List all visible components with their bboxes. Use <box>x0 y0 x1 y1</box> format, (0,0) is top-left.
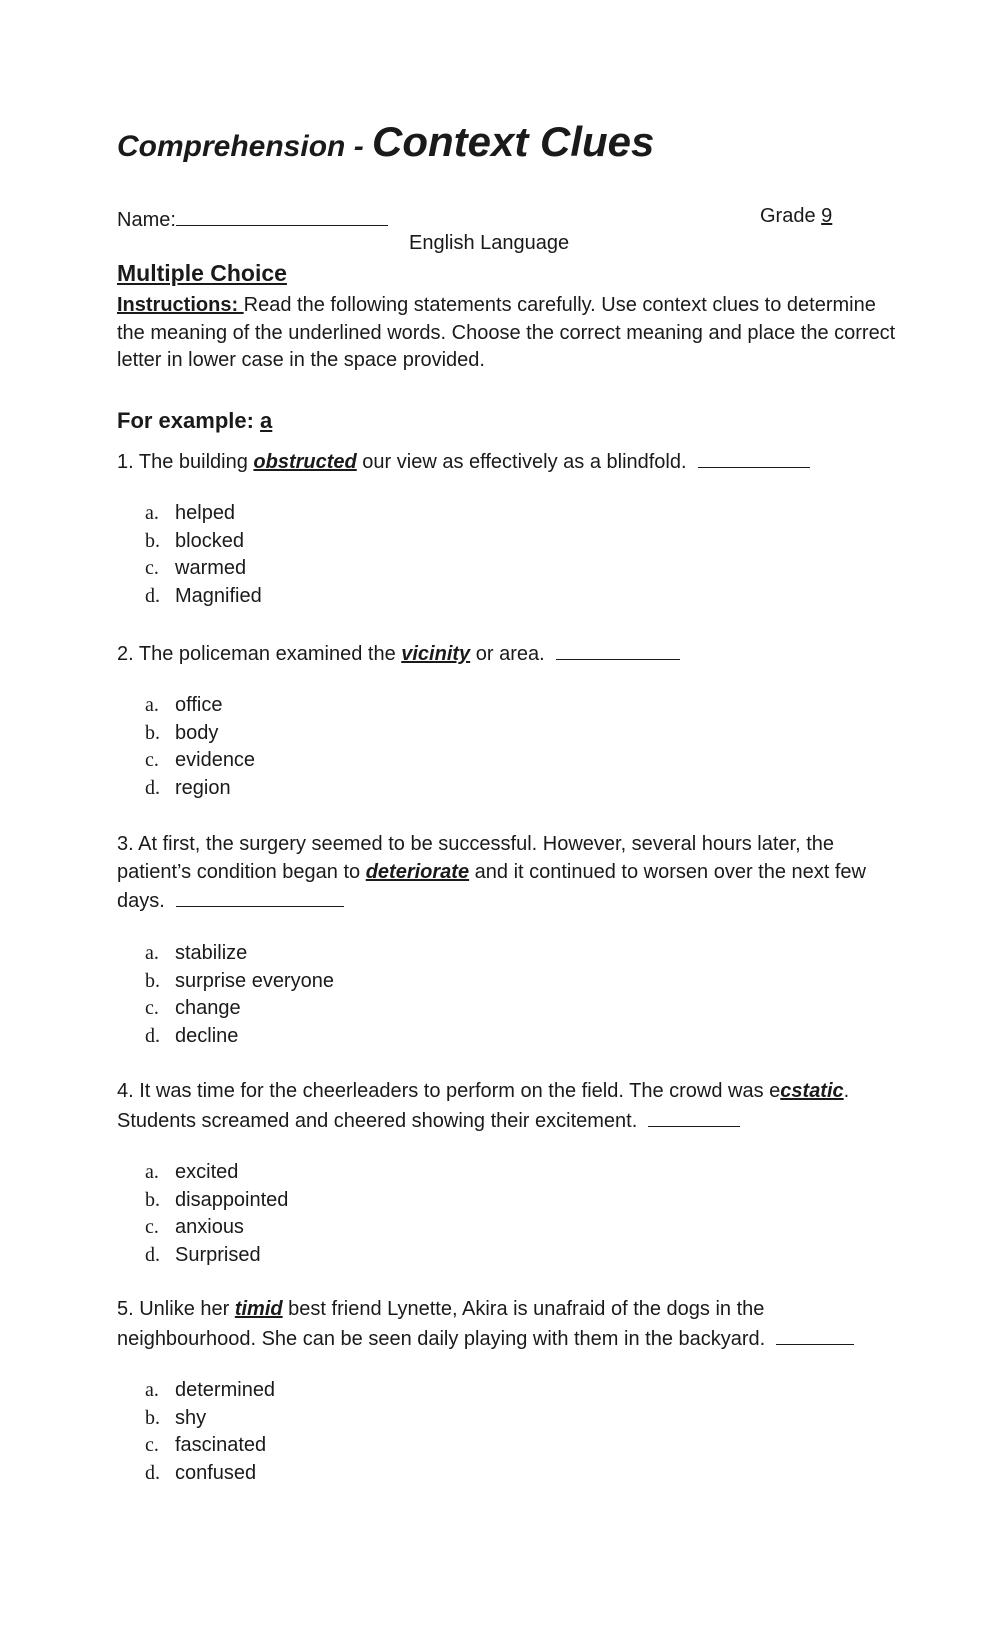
question-text-after: our view as effectively as a blindfold. <box>356 451 687 473</box>
question-keyword: obstructed <box>253 451 357 473</box>
option-letter: b. <box>145 529 160 552</box>
option-c <box>145 995 334 1023</box>
option-letter: c. <box>145 557 159 579</box>
option-letter: d. <box>145 1461 160 1484</box>
option-d <box>145 583 262 611</box>
title-main: Context Clues <box>372 118 655 165</box>
answer-blank[interactable] <box>176 886 344 907</box>
option-letter: a. <box>145 1161 159 1183</box>
option-text: Magnified <box>175 584 262 607</box>
question-text-after: . Students screamed and cheered showing their excitement. <box>117 1080 850 1132</box>
option-a <box>145 692 255 720</box>
option-b <box>145 1405 275 1433</box>
option-text: warmed <box>175 557 247 579</box>
question-text-before: 5. Unlike her <box>117 1298 235 1320</box>
question-keyword: deteriorate <box>365 860 470 883</box>
question-text-after: and it continued to worsen over the next few days. <box>117 860 866 912</box>
example-answer: a <box>260 408 273 433</box>
option-letter: d. <box>145 584 160 607</box>
example-label: For example: <box>117 408 261 433</box>
option-d <box>145 775 255 803</box>
option-text: stabilize <box>175 942 248 964</box>
grade-line <box>760 205 832 228</box>
option-letter: c. <box>145 749 159 771</box>
question-5 <box>117 1296 907 1353</box>
option-text: disappointed <box>175 1188 289 1211</box>
option-b <box>145 1187 288 1215</box>
instructions-label: Instructions: <box>117 294 244 316</box>
option-letter: b. <box>145 1188 160 1211</box>
option-letter: c. <box>145 1434 159 1456</box>
question-keyword: timid <box>234 1298 283 1320</box>
option-text: region <box>175 776 231 799</box>
question-text-before: 2. The policeman examined the <box>117 643 402 665</box>
grade-label: Grade <box>760 205 822 227</box>
option-letter: b. <box>145 721 160 744</box>
option-letter: a. <box>145 1379 159 1401</box>
option-text: anxious <box>175 1216 244 1238</box>
section-heading: Multiple Choice <box>117 260 287 286</box>
question-text-after: or area. <box>470 643 545 665</box>
option-c <box>145 747 255 775</box>
question-4 <box>117 1078 907 1135</box>
option-text: surprise everyone <box>175 969 334 992</box>
option-text: shy <box>175 1406 207 1429</box>
worksheet-title <box>117 118 654 166</box>
option-a <box>145 1377 275 1405</box>
option-b <box>145 720 255 748</box>
option-text: determined <box>175 1379 276 1401</box>
grade-value: 9 <box>821 205 833 227</box>
option-text: Surprised <box>175 1243 261 1266</box>
option-text: office <box>175 694 223 716</box>
question-text-before: 3. At first, the surgery seemed to be successful. However, several hours later, the patient’s condition began to <box>117 833 835 883</box>
question-text-after: best friend Lynette, Akira is unafraid of the dogs in the neighbourhood. She can be seen daily playing with them in the backyard. <box>117 1298 766 1350</box>
option-letter: c. <box>145 1216 159 1238</box>
option-a <box>145 940 334 968</box>
name-line <box>117 205 388 234</box>
option-d <box>145 1460 275 1488</box>
question-1 <box>117 447 907 477</box>
question-keyword: cstatic <box>780 1080 844 1102</box>
subject-label: English Language <box>409 232 570 254</box>
option-text: excited <box>175 1161 239 1183</box>
option-text: blocked <box>175 529 244 552</box>
option-c <box>145 555 262 583</box>
option-letter: b. <box>145 969 160 992</box>
options-list-1 <box>145 500 262 610</box>
option-c <box>145 1214 288 1242</box>
option-letter: d. <box>145 776 160 799</box>
instructions <box>117 292 897 375</box>
option-text: body <box>175 721 219 744</box>
name-blank[interactable] <box>176 205 388 226</box>
option-d <box>145 1023 334 1051</box>
answer-blank[interactable] <box>556 639 680 660</box>
options-list-2 <box>145 692 255 802</box>
answer-blank[interactable] <box>648 1106 740 1127</box>
title-prefix: Comprehension - <box>117 130 373 163</box>
option-letter: b. <box>145 1406 160 1429</box>
options-list-3 <box>145 940 334 1050</box>
instructions-text: Read the following statements carefully. Use context clues to determine the meaning of the underlined words. Choose the correct meaning and place the correct letter in lower case in the space provided. <box>117 294 896 371</box>
option-d <box>145 1242 288 1270</box>
option-letter: c. <box>145 997 159 1019</box>
answer-blank[interactable] <box>698 447 810 468</box>
option-b <box>145 528 262 556</box>
option-text: decline <box>175 1024 239 1047</box>
option-b <box>145 968 334 996</box>
example-line <box>117 408 272 434</box>
option-letter: d. <box>145 1243 160 1266</box>
name-label: Name: <box>117 209 176 231</box>
option-letter: a. <box>145 502 159 524</box>
option-text: fascinated <box>175 1434 267 1456</box>
option-c <box>145 1432 275 1460</box>
option-text: evidence <box>175 749 256 771</box>
question-keyword: vicinity <box>401 643 471 665</box>
option-a <box>145 500 262 528</box>
question-text-before: 4. It was time for the cheerleaders to perform on the field. The crowd was e <box>117 1080 781 1102</box>
options-list-4 <box>145 1159 288 1269</box>
answer-blank[interactable] <box>776 1324 854 1345</box>
option-a <box>145 1159 288 1187</box>
option-letter: d. <box>145 1024 160 1047</box>
option-text: confused <box>175 1461 257 1484</box>
question-text-before: 1. The building <box>117 451 254 473</box>
option-letter: a. <box>145 694 159 716</box>
option-letter: a. <box>145 942 159 964</box>
option-text: helped <box>175 502 236 524</box>
question-3 <box>117 831 907 916</box>
options-list-5 <box>145 1377 275 1487</box>
question-2 <box>117 639 907 669</box>
option-text: change <box>175 997 241 1019</box>
